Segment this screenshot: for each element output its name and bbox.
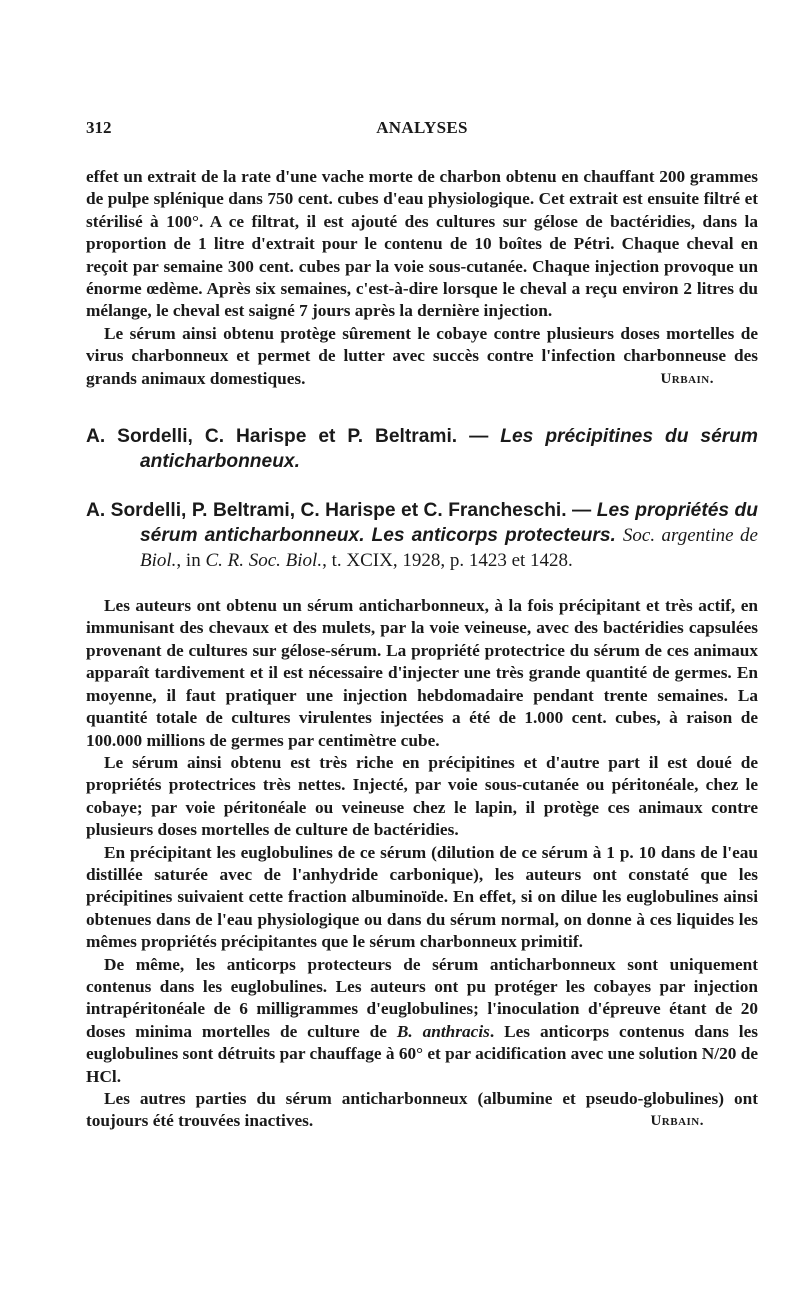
reference-2-in-label: , in <box>176 550 206 572</box>
abstract-species-name: B. anthracis <box>396 1021 490 1041</box>
abstract-paragraph-1: Les auteurs ont obtenu un sérum anticharbonneux, à la fois précipitant et très actif, en immunisant des chevaux et des mulets, par la voie veineuse, avec des bactéridies capsulées provenant de cultures sur gélose-sérum. La propriété protectrice du sérum de ces animaux apparaît tardivement et il est nécessaire d'injecter une très grande quantité de germes. En moyenne, il faut pratiquer une injection hebdomadaire pendant trente semaines. La quantité totale de cultures virulentes injectées a été de 1.000 cent. cubes, à raison de 100.000 millions de germes par centimètre cube. <box>86 596 758 750</box>
page-number: 312 <box>86 118 112 137</box>
reference-2-title: Les propriétés du sérum anticharbonneux. Les anticorps protecteurs. <box>140 500 758 547</box>
intro-paragraph-1: effet un extrait de la rate d'une vache morte de charbon obtenu en chauffant 200 grammes de pulpe splénique dans 750 cent. cubes d'eau physiologique. Cet extrait est ensuite filtré et stérilisé à 100°. A ce filtrat, il est ajouté des cultures sur gélose de bactéridies, dans la proportion de 1 litre d'extrait pour le contenu de 10 boîtes de Pétri. Chaque cheval en reçoit par semaine 300 cent. cubes par la voie sous-cutanée. Chaque injection provoque un énorme œdème. Après six semaines, c'est-à-dire lorsque le cheval a reçu environ 2 litres du mélange, le cheval est saigné 7 jours après la dernière injection. <box>86 167 758 321</box>
reference-2-journal: Soc. argentine de Biol. <box>140 525 758 572</box>
reference-2-citation: , t. XCIX, 1928, p. 1423 et 1428. <box>322 550 573 572</box>
page-header <box>86 118 758 144</box>
abstract-paragraph-4 <box>86 954 758 1088</box>
abstract-paragraph-5-text: Les autres parties du sérum anticharbonneux (albumine et pseudo-globulines) ont toujours été trouvées inactives. <box>86 1089 758 1131</box>
intro-signature: Urbain. <box>660 370 714 387</box>
abstract-paragraph-3: En précipitant les euglobulines de ce sérum (dilution de ce sérum à 1 p. 10 dans de l'eau distillée saturée avec de l'anhydride carbonique), les auteurs ont constaté que les précipitines suivaient cette fraction albuminoïde. En effet, si on dilue les euglobulines ainsi obtenues dans de l'eau physiologique ou dans du sérum normal, on donne à ces liquides les mêmes propriétés précipitantes que le sérum charbonneux primitif. <box>86 842 758 952</box>
reference-2-authors: A. Sordelli, P. Beltrami, C. Harispe et C. Francheschi. <box>86 500 567 522</box>
reference-1-dash: — <box>457 426 501 448</box>
intro-paragraph-2-text: Le sérum ainsi obtenu protège sûrement le cobaye contre plusieurs doses mortelles de virus charbonneux et permet de lutter avec succès contre l'infection charbonneuse des grands animaux domestiques. <box>86 323 758 388</box>
running-title: ANALYSES <box>376 118 468 137</box>
reference-1-authors: A. Sordelli, C. Harispe et P. Beltrami. <box>86 426 458 448</box>
abstract-paragraph-4-text-a: De même, les anticorps protecteurs de sérum anticharbonneux sont uniquement contenus dans les euglobulines. Les auteurs ont pu protéger les cobayes par injection intrapéritonéale de 6 milligrammes d'euglobulines; l'inoculation d'épreuve étant de 20 doses minima mortelles de culture de <box>86 954 758 1041</box>
reference-1 <box>86 424 758 474</box>
abstract-paragraph-4-text-b: . Les anticorps contenus dans les euglobulines sont détruits par chauffage à 60° et par acidification avec une solution N/20 de HCl. <box>86 1021 758 1086</box>
abstract-paragraph-5 <box>86 1088 758 1133</box>
abstract-paragraph-2: Le sérum ainsi obtenu est très riche en précipitines et d'autre part il est doué de propriétés protectrices très nettes. Injecté, par voie sous-cutanée ou péritonéale, chez le cobaye; par voie péritonéale ou veineuse chez le lapin, il protège ces animaux contre plusieurs doses mortelles de culture de bactéridies. <box>86 752 758 840</box>
page-content <box>86 166 758 1133</box>
intro-paragraph-2 <box>86 323 758 390</box>
reference-2-journal-2: C. R. Soc. Biol. <box>205 550 323 572</box>
reference-2-dash: — <box>566 500 597 522</box>
abstract-signature: Urbain. <box>650 1113 704 1130</box>
abstract <box>86 595 758 1133</box>
reference-1-title: Les précipitines du sérum anticharbonneux. <box>140 426 758 473</box>
reference-2 <box>86 498 758 573</box>
